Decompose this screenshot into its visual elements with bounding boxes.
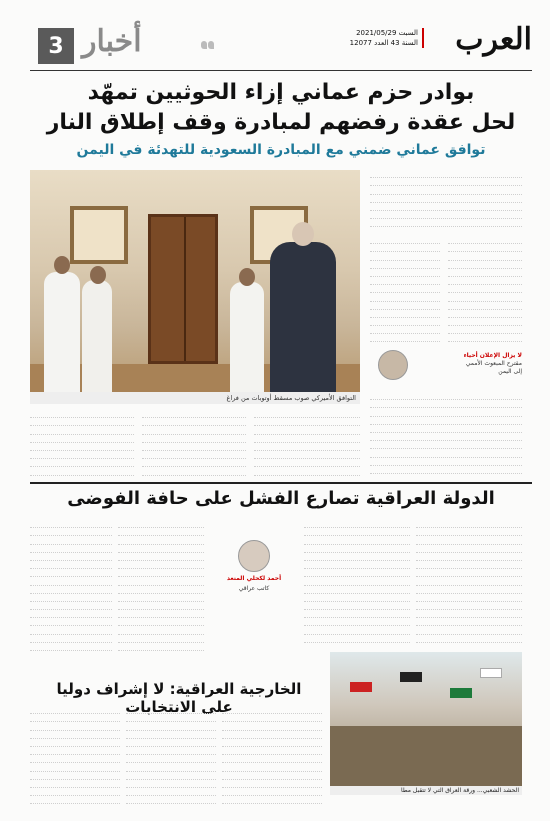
lower-photo-caption: الحشد الشعبي... ورقة العراق التي لا تتقبل مطا bbox=[330, 786, 522, 795]
subheadline: توافق عماني ضمني مع المبادرة السعودية للتهدئة في اليمن bbox=[76, 142, 486, 158]
third-headline: الخارجية العراقية: لا إشراف دوليا على الانتخابات bbox=[56, 680, 302, 716]
newspaper-logo: العرب bbox=[455, 22, 532, 57]
article-column bbox=[118, 520, 204, 660]
headline-line-2: لحل عقدة رفضهم لمبادرة وقف إطلاق النار bbox=[46, 110, 516, 135]
top-rule bbox=[30, 70, 532, 71]
masthead bbox=[30, 20, 532, 66]
article-column bbox=[126, 706, 216, 810]
pull-quote-author bbox=[210, 540, 298, 660]
quote-icon bbox=[200, 34, 214, 44]
author-name: أحمد لكحلي المنعد bbox=[226, 575, 282, 582]
main-photo bbox=[30, 170, 360, 392]
issue-date: السبت 2021/05/29 bbox=[356, 29, 418, 37]
author-line: مقترح المبعوث الأممي bbox=[465, 360, 522, 367]
article-column bbox=[370, 392, 522, 478]
author-title: لا يزال الإعلان أحياء bbox=[463, 352, 522, 359]
issue-info bbox=[350, 28, 424, 48]
main-headline bbox=[30, 78, 532, 138]
photo-caption: التوافق الأميركي صوب مسقط أوتوبات من فراغ bbox=[30, 392, 360, 404]
section-divider bbox=[30, 482, 532, 484]
article-column bbox=[222, 706, 322, 810]
author-avatar bbox=[378, 350, 408, 380]
article-column bbox=[416, 520, 522, 646]
second-headline: الدولة العراقية تصارع الفشل على حافة الفوضى bbox=[67, 488, 495, 509]
article-column bbox=[448, 236, 522, 344]
author-line: إلى اليمن bbox=[498, 368, 522, 375]
headline-line-1: بوادر حزم عماني إزاء الحوثيين تمهّد bbox=[87, 80, 475, 105]
article-column bbox=[370, 236, 440, 344]
article-column bbox=[30, 410, 134, 478]
page-number-box: 3 bbox=[38, 28, 74, 64]
intro-text bbox=[370, 170, 522, 230]
article-column bbox=[304, 520, 410, 646]
author-text bbox=[414, 352, 522, 376]
author-avatar bbox=[238, 540, 270, 572]
article-column bbox=[30, 520, 112, 660]
author-box bbox=[378, 350, 522, 386]
text-lines bbox=[370, 170, 522, 227]
article-column bbox=[142, 410, 246, 478]
author-role: كاتب عراقي bbox=[238, 585, 270, 592]
article-column bbox=[30, 706, 120, 810]
section-title: أخبار bbox=[82, 24, 142, 59]
lower-photo bbox=[330, 652, 522, 786]
issue-number: السنة 43 العدد 12077 bbox=[349, 39, 418, 47]
article-column bbox=[254, 410, 360, 478]
